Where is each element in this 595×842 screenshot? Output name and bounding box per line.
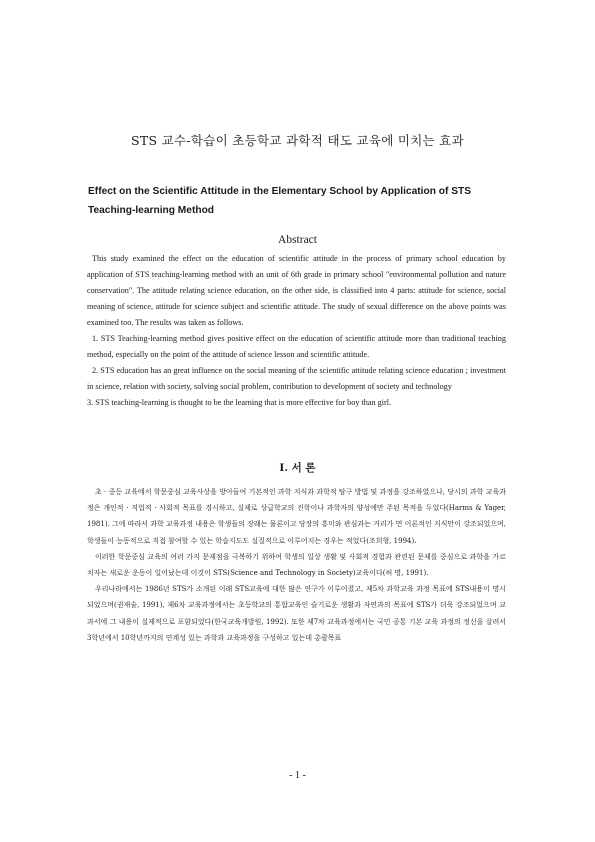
introduction-body [87,484,506,646]
english-title: Effect on the Scientific Attitude in the Elementary School by Application of STS Teaching-learning Method [88,186,472,216]
abstract-body [87,251,506,411]
abstract-paragraph: This study examined the effect on the education of scientific attitude in the process of primary school education by application of STS teaching-learning method with an unit of 6th grade in primary school "environmental pollution and nature conservation". The attitude relating science education, on the other side, is classified into 4 parts: attitude for science, social meaning of science, attitude for science subject and scientific attitude. The study of sexual difference on the above points was examined too. The results was taken as follows. [87,254,506,327]
abstract-result-3: 3. STS teaching-learning is thought to be the learning that is more effective for boy than girl. [87,398,392,407]
page-number: - 1 - [289,770,306,781]
body-paragraph: 초 · 중등 교육에서 학문중심 교육사상을 방아들여 기본적인 과학 지식과 과학적 탐구 방법 및 과정을 강조하였으나, 당시의 과학 교육과정은 개인적 · 직업적 · 사회적 목표를 경시하고, 실제로 상급학교의 진학이나 과학자의 양성에만 주된 목적을 두었다(Harms & Yager, 1981). 그에 따라서 과학 교육과정 내용은 학생들의 장래는 물론이고 당장의 흥미와 관심과는 거리가 먼 이론적인 지식만이 강조되었으며, 학생들이 능동적으로 직접 참여할 수 있는 학습지도도 실질적으로 이루어지는 경우는 적었다(조희형, 1994). [87,488,506,545]
body-paragraph: 우리나라에서는 1986년 STS가 소개된 이래 STS교육에 대한 많은 연구가 이루어졌고, 제5차 과학교육 과정 목표에 STS내용이 명시되었으며(권재술, 1991), 제6차 교육과정에서는 초등학교의 통합교육인 슬기로운 생활과 자연과의 목표에 STS가 더욱 강조되었으며 교과서에 그 내용이 실제적으로 포함되었다(한국교육개발원, 1992). 또한 제7차 교육과정에서는 국민 공통 기본 교육 과정의 정신을 살려서 3학년에서 10학년까지의 연계성 있는 과학과 교육과정을 구성하고 있는데 총괄목표 [87,585,506,642]
abstract-result-1: 1. STS Teaching-learning method gives positive effect on the education of scientific attitude more than traditional teaching method, especially on the point of the attitude of science lesson and scientific attitude. [87,334,506,359]
abstract-heading: Abstract [278,234,317,246]
korean-title: STS 교수-학습이 초등학교 과학적 태도 교육에 미치는 효과 [130,133,465,148]
body-paragraph: 이러한 학문중심 교육의 여러 가지 문제점을 극복하기 위하여 학생의 일상 생활 및 사회적 경험과 관련된 문제를 중심으로 과학을 가르치자는 새로운 운동이 일어났는데 이것이 STS(Science and Technology in Society)교육이다(허 명, 1991). [87,552,506,578]
section-heading: Ⅰ. 서 론 [279,462,316,474]
abstract-result-2: 2. STS education has an great influence on the social meaning of the scientific attitude relating science education ; investment in science, relation with society, solving social problem, contribution to development of society and technology [87,366,506,391]
